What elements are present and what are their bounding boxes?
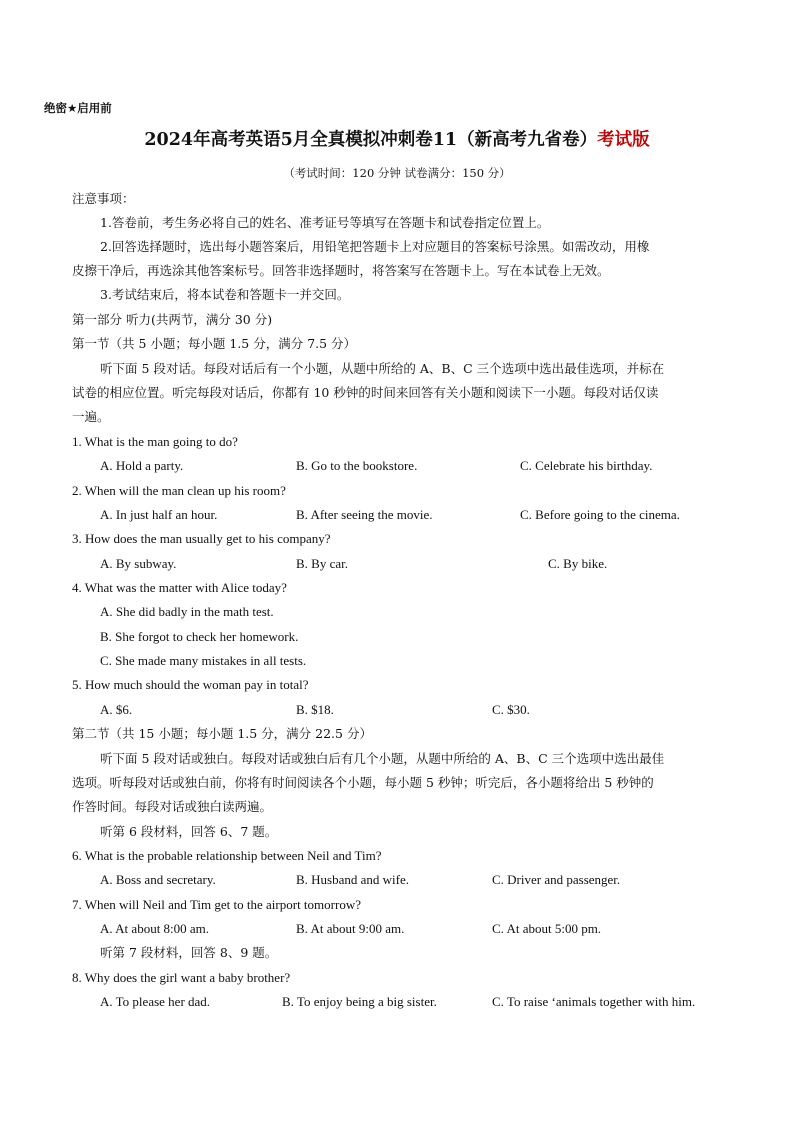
q2-option-a: A. In just half an hour.: [100, 507, 218, 522]
q1-option-c: C. Celebrate his birthday.: [520, 458, 653, 473]
q1-option-b: B. Go to the bookstore.: [296, 458, 418, 473]
question-4: 4. What was the matter with Alice today?: [72, 580, 287, 595]
section1-instructions-end: 一遍。: [72, 409, 110, 424]
section1-heading: 第一节（共 5 小题；每小题 1.5 分，满分 7.5 分）: [72, 336, 357, 351]
q8-option-c: C. To raise ‘animals together with him.: [492, 994, 696, 1009]
q4-option-b: B. She forgot to check her homework.: [100, 629, 299, 644]
q3-option-c: C. By bike.: [548, 556, 608, 571]
section1-instructions-cont: 试卷的相应位置。听完每段对话后，你都有 10 秒钟的时间来回答有关小题和阅读下一小题。每段对话仅读: [72, 385, 659, 400]
q2-option-b: B. After seeing the movie.: [296, 507, 433, 522]
q5-option-b: B. $18.: [296, 702, 334, 717]
exam-title-main: 2024年高考英语5月全真模拟冲刺卷11（新高考九省卷）: [144, 130, 598, 150]
notice-item-1: 1.答卷前，考生务必将自己的姓名、准考证号等填写在答题卡和试卷指定位置上。: [100, 215, 550, 230]
q5-option-a: A. $6.: [100, 702, 133, 717]
q1-option-a: A. Hold a party.: [100, 458, 184, 473]
q3-option-a: A. By subway.: [100, 556, 177, 571]
q7-option-c: C. At about 5:00 pm.: [492, 921, 602, 936]
question-1: 1. What is the man going to do?: [72, 434, 238, 449]
q6-option-c: C. Driver and passenger.: [492, 872, 621, 887]
q5-option-c: C. $30.: [492, 702, 530, 717]
q6-option-b: B. Husband and wife.: [296, 872, 410, 887]
question-6: 6. What is the probable relationship between Neil and Tim?: [72, 848, 382, 863]
q7-option-b: B. At about 9:00 am.: [296, 921, 405, 936]
q6-option-a: A. Boss and secretary.: [100, 872, 216, 887]
question-7: 7. When will Neil and Tim get to the airport tomorrow?: [72, 897, 361, 912]
notice-item-2: 2.回答选择题时，选出每小题答案后，用铅笔把答题卡上对应题目的答案标号涂黑。如需改动，用橡: [100, 239, 650, 254]
question-3: 3. How does the man usually get to his company?: [72, 531, 331, 546]
q8-option-a: A. To please her dad.: [100, 994, 211, 1009]
exam-time-and-score: （考试时间：120 分钟 试卷满分：150 分）: [283, 166, 511, 180]
confidential-label: 绝密★启用前: [44, 101, 112, 115]
q4-option-a: A. She did badly in the math test.: [100, 604, 274, 619]
question-2: 2. When will the man clean up his room?: [72, 483, 286, 498]
exam-version-tag: 考试版: [597, 130, 650, 150]
material-6-label: 听第 6 段材料，回答 6、7 题。: [100, 824, 278, 839]
notice-heading: 注意事项：: [72, 191, 135, 206]
section2-instructions-cont: 选项。听每段对话或独白前，你将有时间阅读各个小题，每小题 5 秒钟；听完后，各小题将给出 5 秒钟的: [72, 775, 654, 790]
section1-instructions: 听下面 5 段对话。每段对话后有一个小题，从题中所给的 A、B、C 三个选项中选出最佳选项，并标在: [100, 361, 665, 376]
notice-item-2-cont: 皮擦干净后，再选涂其他答案标号。回答非选择题时，将答案写在答题卡上。写在本试卷上无效。: [72, 263, 610, 278]
q4-option-c: C. She made many mistakes in all tests.: [100, 653, 307, 668]
notice-item-3: 3.考试结束后，将本试卷和答题卡一并交回。: [100, 287, 350, 302]
q2-option-c: C. Before going to the cinema.: [520, 507, 680, 522]
question-8: 8. Why does the girl want a baby brother?: [72, 970, 291, 985]
q8-option-b: B. To enjoy being a big sister.: [282, 994, 437, 1009]
material-7-label: 听第 7 段材料，回答 8、9 题。: [100, 945, 278, 960]
section2-instructions-end: 作答时间。每段对话或独白读两遍。: [72, 799, 273, 814]
exam-title: [0, 128, 794, 152]
part1-heading: 第一部分 听力(共两节，满分 30 分): [72, 312, 273, 327]
q3-option-b: B. By car.: [296, 556, 348, 571]
question-5: 5. How much should the woman pay in total?: [72, 677, 309, 692]
section2-heading: 第二节（共 15 小题；每小题 1.5 分，满分 22.5 分）: [72, 726, 372, 741]
q7-option-a: A. At about 8:00 am.: [100, 921, 210, 936]
section2-instructions: 听下面 5 段对话或独白。每段对话或独白后有几个小题，从题中所给的 A、B、C 三个选项中选出最佳: [100, 751, 665, 766]
